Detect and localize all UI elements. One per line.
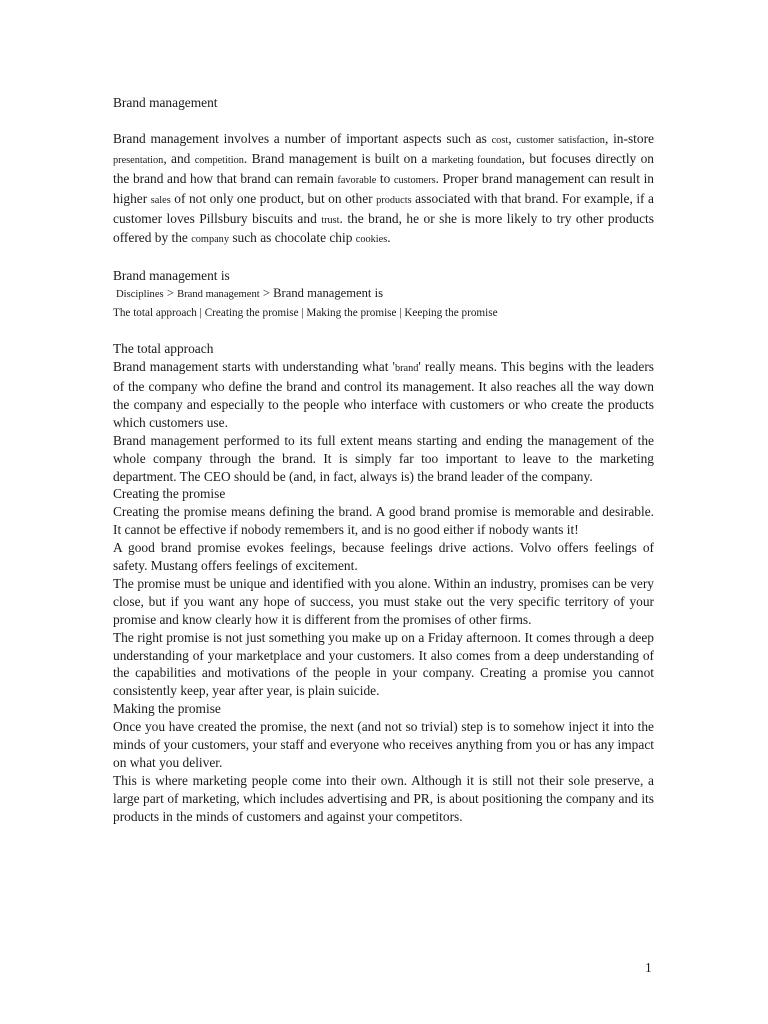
heading-making-promise: Making the promise (113, 701, 221, 717)
text-run: ' really means. This begins with the leaders of the company who define the brand and control its management. It also reaches all the way down the company and especially to the people who interface with customers or who create the products which customers use. (113, 359, 654, 430)
intro-text-run-small: customer satisfaction (516, 134, 605, 146)
section-nav (113, 304, 654, 322)
breadcrumb-item-brand-management[interactable]: Brand management (177, 289, 260, 301)
section-title: Brand management is (113, 268, 230, 284)
intro-text-run: associated with that brand. For example, if a customer loves Pillsbury biscuits and (113, 190, 654, 226)
nav-link-keeping-promise[interactable]: Keeping the promise (404, 307, 498, 320)
nav-separator: | (396, 307, 405, 320)
intro-text-run: Brand management involves a number of important aspects such as (113, 130, 492, 146)
intro-paragraph (113, 130, 654, 249)
intro-text-run-small: favorable (337, 174, 377, 186)
intro-text-run-small: marketing foundation (431, 154, 522, 166)
text-run: Brand management starts with understanding what ' (113, 359, 395, 375)
intro-text-run: , (508, 130, 517, 146)
making-paragraph-1: Once you have created the promise, the next (and not so trivial) step is to somehow inject it into the minds of your customers, your staff and everyone who receives anything from you or has any impact on what you deliver. (113, 719, 654, 770)
heading-total-approach: The total approach (113, 341, 214, 357)
document-title: Brand management (113, 95, 218, 110)
page-number: 1 (645, 960, 652, 975)
nav-link-total-approach[interactable]: The total approach (113, 307, 197, 320)
spacer (113, 112, 654, 130)
intro-text-run-small: competition (194, 154, 244, 166)
intro-text-run-small: presentation (113, 154, 164, 166)
intro-text-run: , and (163, 150, 195, 166)
spacer (113, 322, 654, 340)
intro-text-run: of not only one product, but on other (170, 190, 377, 206)
intro-text-run-small: cookies (355, 234, 388, 246)
intro-text-run-small: trust (321, 214, 340, 226)
document-page (113, 94, 654, 826)
intro-text-run-small: cost (491, 134, 509, 146)
intro-text-run-small: sales (150, 194, 171, 206)
total-approach-paragraph-1 (113, 358, 654, 432)
breadcrumb-current: Brand management is (273, 286, 383, 301)
creating-paragraph-1: Creating the promise means defining the brand. A good brand promise is memorable and desirable. It cannot be effective if nobody remembers it, and is no good either if nobody wants it! (113, 504, 654, 538)
intro-text-run: , in-store (604, 130, 654, 146)
nav-link-making-promise[interactable]: Making the promise (306, 307, 397, 320)
nav-separator: | (196, 307, 205, 320)
heading-creating-promise: Creating the promise (113, 486, 226, 502)
intro-text-run: such as chocolate chip (228, 230, 356, 246)
intro-text-run: . the brand, he or she is more likely to try other products offered by the (113, 210, 654, 246)
nav-separator: | (298, 307, 307, 320)
creating-paragraph-2: A good brand promise evokes feelings, because feelings drive actions. Volvo offers feelings of safety. Mustang offers feelings of excitement. (113, 540, 654, 574)
intro-text-run: , but focuses directly on the brand and how that brand can remain (113, 150, 655, 186)
intro-text-run-small: company (191, 234, 229, 246)
intro-text-run: to (376, 170, 394, 186)
breadcrumb (113, 285, 654, 304)
making-paragraph-2: This is where marketing people come into their own. Although it is still not their sole preserve, a large part of marketing, which includes advertising and PR, is about positioning the company and its products in the minds of customers and against your competitors. (113, 772, 654, 824)
intro-text-run: . (387, 230, 391, 246)
intro-text-run: . Brand management is built on a (243, 150, 432, 166)
breadcrumb-item-disciplines[interactable]: Disciplines (116, 289, 164, 301)
text-run-small: brand (394, 363, 419, 375)
total-approach-paragraph-2: Brand management performed to its full extent means starting and ending the management of the whole company through the brand. It is simply far too important to leave to the marketing department. The CEO should be (and, in fact, always is) the brand leader of the company. (113, 432, 654, 484)
spacer (113, 249, 654, 267)
creating-paragraph-4: The right promise is not just something you make up on a Friday afternoon. It comes through a deep understanding of your marketplace and your customers. It also comes from a deep understanding of the capabilities and motivations of the people in your company. Creating a promise you cannot consistently keep, year after year, is plain suicide. (113, 629, 654, 699)
breadcrumb-separator: > (259, 286, 274, 301)
breadcrumb-separator: > (163, 286, 178, 301)
intro-text-run-small: customers (393, 174, 436, 186)
intro-text-run-small: products (376, 194, 412, 206)
creating-paragraph-3: The promise must be unique and identified with you alone. Within an industry, promises can be very close, but if you want any hope of success, you must stake out the very specific territory of your promise and know clearly how it is different from the promises of other firms. (113, 575, 654, 627)
intro-text-run: . Proper brand management can result in higher (113, 170, 654, 206)
nav-link-creating-promise[interactable]: Creating the promise (204, 307, 299, 320)
